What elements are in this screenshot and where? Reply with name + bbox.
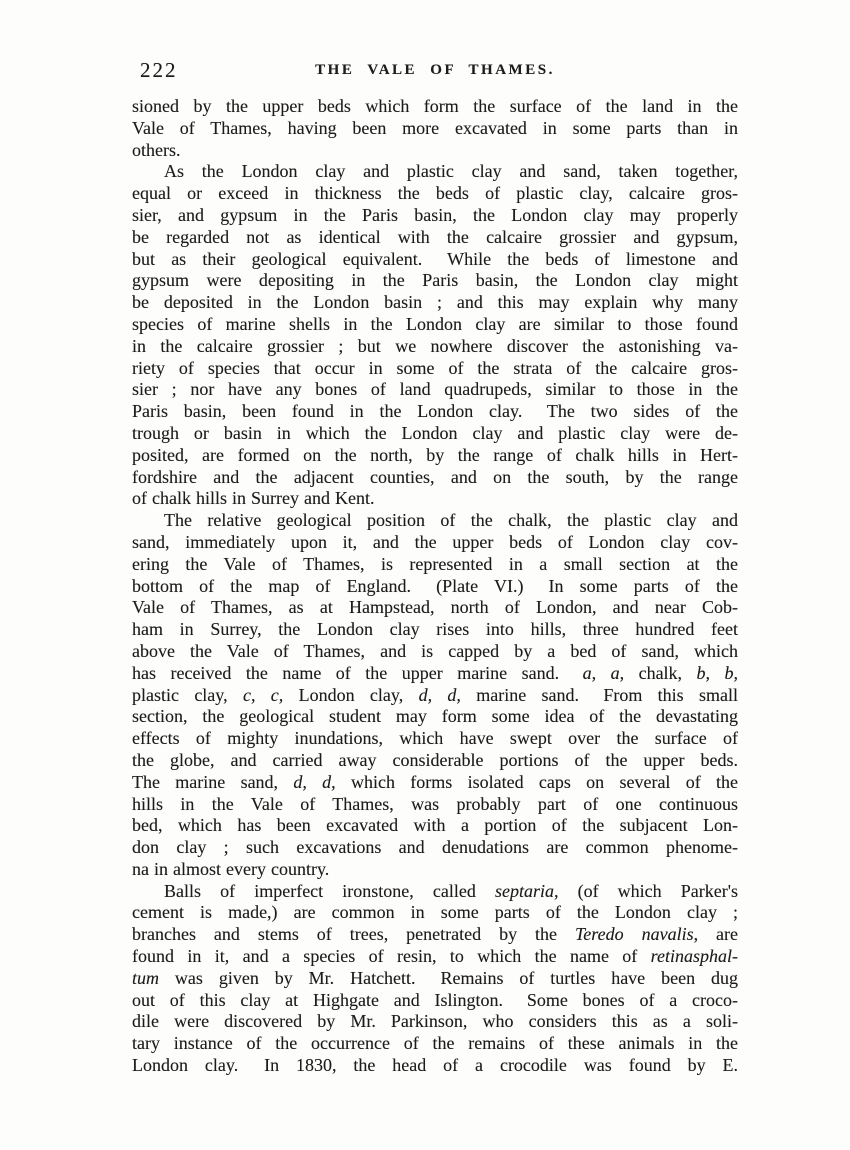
text-line	[132, 292, 738, 314]
text-segment: The relative geological position of the chalk, the plastic clay and	[164, 510, 738, 531]
text-segment: cement is made,) are common in some parts of the London clay ;	[132, 902, 738, 923]
text-segment: posited, are formed on the north, by the range of chalk hills in Hert-	[132, 444, 738, 465]
text-segment: gypsum were depositing in the Paris basin, the London clay might	[132, 270, 738, 291]
text-line	[132, 161, 738, 183]
text-segment: dile were discovered by Mr. Parkinson, who considers this as a soli-	[132, 1011, 738, 1032]
text-line	[132, 270, 738, 292]
text-line	[132, 576, 738, 598]
text-segment: found in it, and a species of resin, to which the name of	[132, 946, 651, 967]
text-segment: branches and stems of trees, penetrated by the	[132, 924, 575, 945]
italic-term: tum	[132, 967, 159, 988]
text-segment: London clay. In 1830, the head of a crocodile was found by E.	[132, 1055, 738, 1076]
italic-term: c, c,	[242, 684, 284, 705]
text-segment: above the Vale of Thames, and is capped by a bed of sand, which	[132, 640, 738, 661]
text-line	[132, 401, 738, 423]
text-segment: As the London clay and plastic clay and sand, taken together,	[164, 161, 738, 182]
page-header	[132, 58, 738, 86]
text-line	[132, 902, 738, 924]
text-segment: na in almost every country.	[132, 858, 330, 879]
italic-term: b, b,	[696, 662, 739, 683]
text-segment: others.	[132, 139, 181, 160]
text-segment: equal or exceed in thickness the beds of plastic clay, calcaire gros-	[132, 183, 738, 204]
text-segment: out of this clay at Highgate and Islington. Some bones of a croco-	[132, 989, 738, 1010]
text-segment: riety of species that occur in some of the strata of the calcaire gros-	[132, 357, 738, 378]
text-segment: sier ; nor have any bones of land quadrupeds, similar to those in the	[132, 379, 738, 400]
italic-term: a, a,	[582, 662, 625, 683]
text-line	[132, 837, 738, 859]
text-segment: plastic clay,	[132, 684, 243, 705]
text-line	[132, 663, 738, 685]
text-segment: Paris basin, been found in the London clay. The two sides of the	[132, 401, 738, 422]
text-segment: bottom of the map of England. (Plate VI.) In some parts of the	[132, 575, 738, 596]
text-line	[132, 445, 738, 467]
text-line	[132, 1033, 738, 1055]
text-segment: be deposited in the London basin ; and this may explain why many	[132, 292, 738, 313]
text-segment: sioned by the upper beds which form the surface of the land in the	[132, 96, 738, 116]
text-line	[132, 859, 738, 881]
text-line	[132, 96, 738, 118]
text-line	[132, 685, 738, 707]
text-segment: marine sand. From this small	[460, 684, 739, 705]
text-line	[132, 358, 738, 380]
text-line	[132, 379, 738, 401]
text-line	[132, 314, 738, 336]
italic-term: septaria,	[494, 880, 559, 901]
text-line	[132, 815, 738, 837]
text-segment: fordshire and the adjacent counties, and on the south, by the range	[132, 466, 738, 487]
text-segment: section, the geological student may form some idea of the devastating	[132, 706, 738, 727]
text-line	[132, 794, 738, 816]
text-segment: has received the name of the upper marine sand.	[132, 662, 583, 683]
text-line	[132, 1011, 738, 1033]
text-line	[132, 728, 738, 750]
text-line	[132, 510, 738, 532]
text-segment: chalk,	[624, 662, 697, 683]
text-line	[132, 183, 738, 205]
text-segment: of chalk hills in Surrey and Kent.	[132, 488, 375, 509]
page-number: 222	[140, 58, 178, 82]
text-segment: in the calcaire grossier ; but we nowhere discover the astonishing va-	[132, 335, 738, 356]
text-line	[132, 706, 738, 728]
paragraph	[132, 881, 738, 1077]
text-line	[132, 881, 738, 903]
italic-term: d, d,	[293, 771, 336, 792]
text-line	[132, 968, 738, 990]
text-segment: the globe, and carried away considerable portions of the upper beds.	[132, 749, 738, 770]
text-line	[132, 990, 738, 1012]
text-segment: Vale of Thames, as at Hampstead, north of London, and near Cob-	[132, 597, 738, 618]
paragraph	[132, 161, 738, 510]
text-line	[132, 946, 738, 968]
text-line	[132, 227, 738, 249]
text-line	[132, 140, 738, 162]
text-line	[132, 205, 738, 227]
text-line	[132, 467, 738, 489]
text-line	[132, 1055, 738, 1077]
text-line	[132, 532, 738, 554]
text-line	[132, 924, 738, 946]
paragraph	[132, 96, 738, 161]
text-line	[132, 488, 738, 510]
text-segment: ering the Vale of Thames, is represented in a small section at the	[132, 553, 738, 574]
text-segment: was given by Mr. Hatchett. Remains of turtles have been dug	[159, 967, 738, 988]
text-line	[132, 249, 738, 271]
text-segment: effects of mighty inundations, which have swept over the surface of	[132, 728, 738, 749]
running-title: THE VALE OF THAMES.	[315, 62, 555, 78]
text-line	[132, 750, 738, 772]
text-block	[132, 96, 738, 1077]
text-segment: but as their geological equivalent. While the beds of limestone and	[132, 248, 738, 269]
italic-term: retinasphal-	[650, 946, 738, 967]
text-segment: hills in the Vale of Thames, was probably part of one continuous	[132, 793, 738, 814]
text-segment: don clay ; such excavations and denudations are common phenome-	[132, 837, 738, 858]
text-segment: ham in Surrey, the London clay rises into hills, three hundred feet	[132, 619, 738, 640]
text-line	[132, 772, 738, 794]
text-segment: tary instance of the occurrence of the remains of these animals in the	[132, 1033, 738, 1054]
text-line	[132, 423, 738, 445]
paragraph	[132, 510, 738, 881]
text-segment: species of marine shells in the London clay are similar to those found	[132, 313, 738, 334]
text-line	[132, 118, 738, 140]
text-segment: London clay,	[283, 684, 419, 705]
text-line	[132, 619, 738, 641]
text-segment: Vale of Thames, having been more excavated in some parts than in	[132, 117, 738, 138]
text-segment: Balls of imperfect ironstone, called	[164, 880, 495, 901]
text-segment: be regarded not as identical with the calcaire grossier and gypsum,	[132, 226, 738, 247]
text-segment: sier, and gypsum in the Paris basin, the London clay may properly	[132, 204, 738, 225]
text-segment: (of which Parker's	[558, 880, 738, 901]
text-segment: bed, which has been excavated with a portion of the subjacent Lon-	[132, 815, 738, 836]
text-segment: trough or basin in which the London clay and plastic clay were de-	[132, 422, 738, 443]
text-segment: , are	[693, 924, 738, 945]
text-line	[132, 554, 738, 576]
italic-term: d, d,	[418, 684, 461, 705]
text-segment: sand, immediately upon it, and the upper beds of London clay cov-	[132, 531, 738, 552]
text-line	[132, 641, 738, 663]
text-segment: The marine sand,	[132, 771, 294, 792]
text-line	[132, 597, 738, 619]
text-segment: which forms isolated caps on several of the	[335, 771, 739, 792]
text-line	[132, 336, 738, 358]
italic-term: Teredo navalis	[574, 924, 694, 945]
